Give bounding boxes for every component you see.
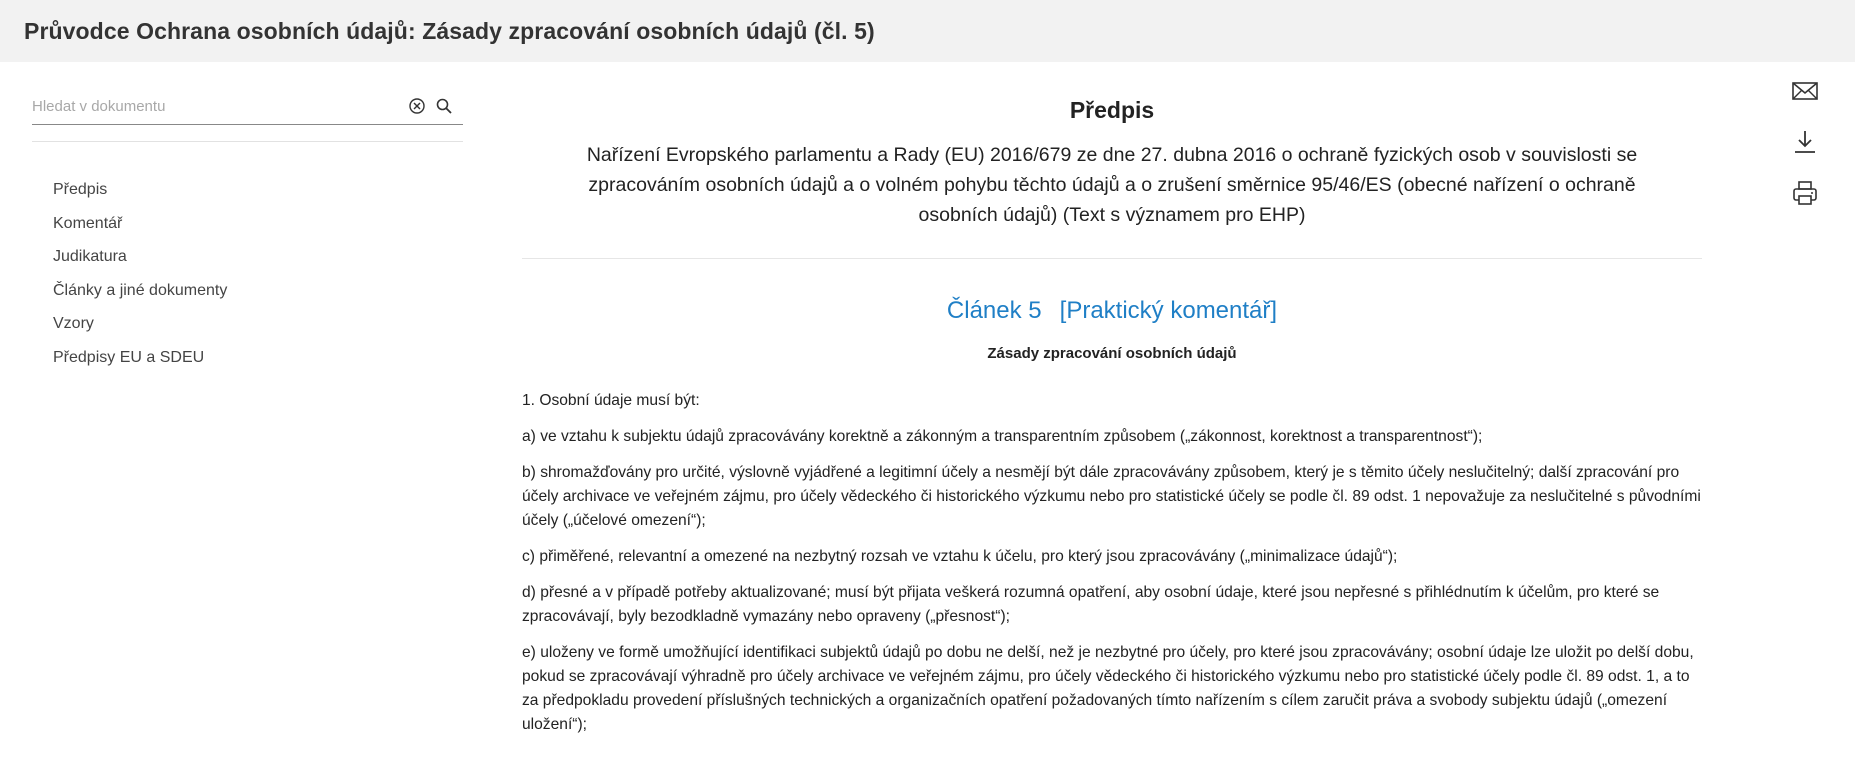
article-subtitle: Zásady zpracování osobních údajů (987, 345, 1237, 362)
sidebar-item-predpisy-eu[interactable]: Předpisy EU a SDEU (53, 348, 205, 366)
sidebar-nav (32, 142, 463, 382)
sidebar-item-komentar[interactable]: Komentář (53, 214, 123, 232)
search-icon[interactable] (435, 97, 453, 115)
paragraph: b) shromažďovány pro určité, výslovně vyjádřené a legitimní účely a nesmějí být dále zpracovávány způsobem, který je s těmito účely neslučitelný; další zpracování pro účely archivace ve veřejném zájmu, pro účely vědeckého či historického výzkumu nebo pro statistické účely se podle čl. 89 odst. 1 nepovažuje za neslučitelné s původními účely („účelové omezení“); (522, 464, 1701, 529)
article-label: Článek 5 (946, 297, 1042, 324)
paragraph: e) uloženy ve formě umožňující identifikaci subjektů údajů po dobu ne delší, než je nezbytné pro účely, pro které jsou zpracovávány; osobní údaje lze uložit po delší dobu, pokud se zpracovávají výhradně pro účely archivace ve veřejném zájmu, pro účely vědeckého či historického výzkumu nebo pro statistické účely podle čl. 89 odst. 1, a to za předpokladu provedení příslušných technických a organizačních opatření požadovaných tímto nařízením s cílem zaručit práva a svobody subjektu údajů („omezení uložení“); (522, 644, 1694, 733)
sidebar-item-judikatura[interactable]: Judikatura (53, 248, 127, 266)
search-input[interactable] (32, 98, 392, 115)
article-body (522, 389, 1702, 737)
envelope-icon[interactable] (1790, 76, 1820, 106)
page-title: Průvodce Ochrana osobních údajů: Zásady zpracování osobních údajů (čl. 5) (24, 17, 875, 44)
paragraph: c) přiměřené, relevantní a omezené na nezbytný rozsah ve vztahu k účelu, pro který jsou zpracovávány („minimalizace údajů“); (522, 548, 1398, 565)
download-icon[interactable] (1790, 127, 1820, 157)
article-title (522, 297, 1702, 325)
clear-search-icon[interactable] (407, 96, 427, 116)
document-content (522, 62, 1702, 749)
paragraph: d) přesné a v případě potřeby aktualizované; musí být přijata veškerá rozumná opatření, aby osobní údaje, které jsou nepřesné s přihlédnutím k účelům, pro které se zpracovávají, byly bezodkladně vymazány nebo opraveny („přesnost“); (522, 584, 1660, 625)
sidebar-item-clanky[interactable]: Články a jiné dokumenty (53, 281, 228, 299)
sidebar-item-predpis[interactable]: Předpis (53, 181, 108, 198)
paragraph: 1. Osobní údaje musí být: (522, 392, 700, 409)
document-actions (1790, 76, 1820, 229)
document-subtitle: Nařízení Evropského parlamentu a Rady (EU) 2016/679 ze dne 27. dubna 2016 o ochraně fyzických osob v souvislosti se zpracováním osobních údajů a o volném pohybu těchto údajů a o zrušení směrnice 95/46/ES (obecné nařízení o ochraně osobních údajů) (Text s významem pro EHP) (586, 144, 1638, 226)
printer-icon[interactable] (1790, 178, 1820, 208)
page-header (0, 0, 1855, 62)
paragraph: a) ve vztahu k subjektu údajů zpracovávány korektně a zákonným a transparentním způsobem („zákonnost, korektnost a transparentnost“); (522, 428, 1483, 445)
sidebar-item-vzory[interactable]: Vzory (53, 315, 94, 333)
sidebar (32, 88, 463, 382)
practical-commentary-link[interactable]: [Praktický komentář] (1059, 297, 1278, 324)
content-divider (522, 258, 1702, 259)
search-bar (32, 88, 463, 125)
document-heading: Předpis (1069, 97, 1155, 123)
